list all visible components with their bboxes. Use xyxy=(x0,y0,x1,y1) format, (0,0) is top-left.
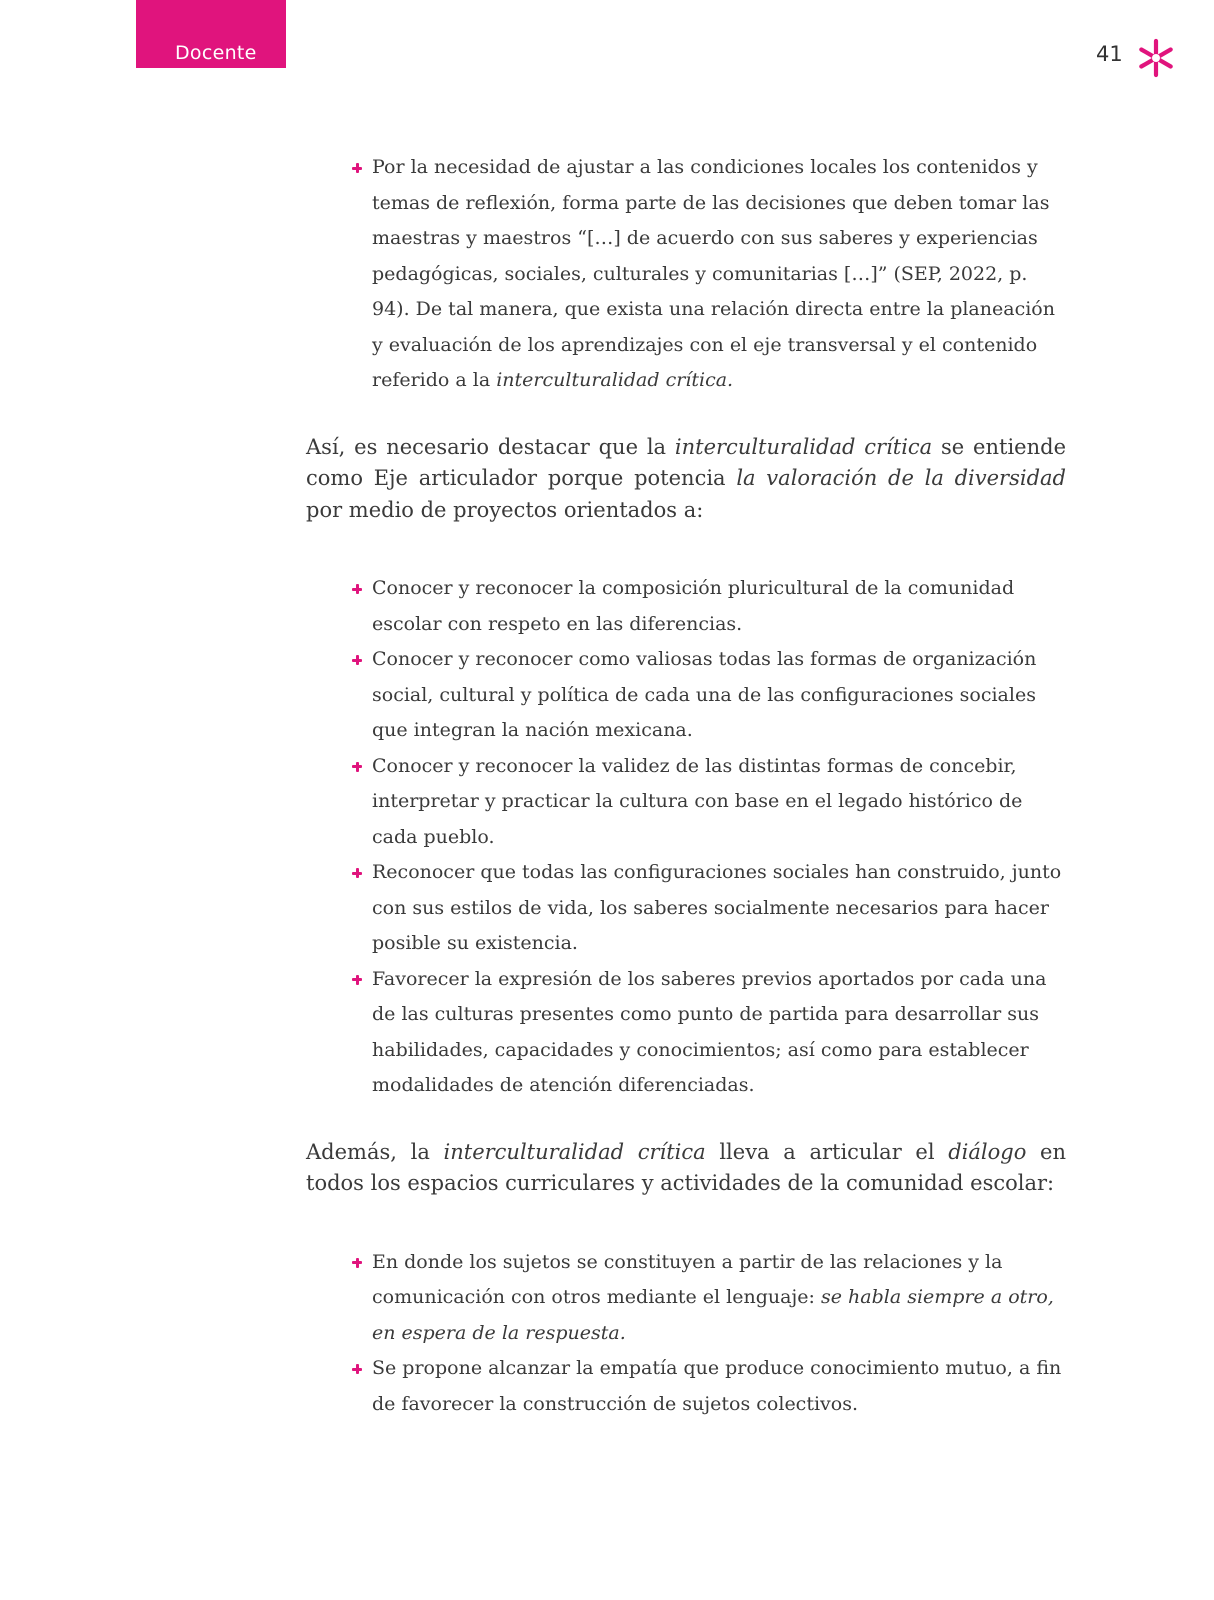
bullet-plus-icon xyxy=(352,762,362,772)
bullet-plus-icon xyxy=(352,1258,362,1268)
asterisk-icon xyxy=(1136,38,1176,78)
bullet-list-1 xyxy=(306,150,1066,399)
section-label: Docente xyxy=(175,42,257,64)
page-number: 41 xyxy=(1096,42,1123,66)
bullet-plus-icon xyxy=(352,975,362,985)
list-item: Conocer y reconocer la composición pluricultural de la comunidad escolar con respeto en las diferencias. xyxy=(372,571,1066,642)
list-item: Favorecer la expresión de los saberes previos aportados por cada una de las culturas presentes como punto de partida para desarrollar sus habilidades, capacidades y conocimientos; así como para establecer modalidades de atención diferenciadas. xyxy=(372,962,1066,1104)
list-item: Por la necesidad de ajustar a las condiciones locales los contenidos y temas de reflexión, forma parte de las decisiones que deben tomar las maestras y maestros “[…] de acuerdo con sus saberes y experiencias pedagógicas, sociales, culturales y comunitarias […]” (SEP, 2022, p. 94). De tal manera, que exista una relación directa entre la planeación y evaluación de los aprendizajes con el eje transversal y el contenido referido a la interculturalidad crítica. xyxy=(372,150,1066,399)
list-item: En donde los sujetos se constituyen a partir de las relaciones y la comunicación con otros mediante el lenguaje: se habla siempre a otro, en espera de la respuesta. xyxy=(372,1245,1066,1352)
bullet-plus-icon xyxy=(352,1364,362,1374)
list-item: Conocer y reconocer como valiosas todas las formas de organización social, cultural y política de cada una de las configuraciones sociales que integran la nación mexicana. xyxy=(372,642,1066,749)
bullet-plus-icon xyxy=(352,163,362,173)
bullet-list-2 xyxy=(306,571,1066,1104)
section-tab xyxy=(136,0,286,68)
bullet-plus-icon xyxy=(352,584,362,594)
list-item: Reconocer que todas las configuraciones sociales han construido, junto con sus estilos de vida, los saberes socialmente necesarios para hacer posible su existencia. xyxy=(372,855,1066,962)
paragraph: Así, es necesario destacar que la interculturalidad crítica se entiende como Eje articulador porque potencia la valoración de la diversidad por medio de proyectos orientados a: xyxy=(306,434,1066,522)
list-item: Se propone alcanzar la empatía que produce conocimiento mutuo, a fin de favorecer la construcción de sujetos colectivos. xyxy=(372,1351,1066,1422)
page-body xyxy=(306,150,1066,1422)
list-item: Conocer y reconocer la validez de las distintas formas de concebir, interpretar y practicar la cultura con base en el legado histórico de cada pueblo. xyxy=(372,749,1066,856)
bullet-plus-icon xyxy=(352,868,362,878)
bullet-plus-icon xyxy=(352,655,362,665)
bullet-list-3 xyxy=(306,1245,1066,1423)
paragraph: Además, la interculturalidad crítica lleva a articular el diálogo en todos los espacios curriculares y actividades de la comunidad escolar: xyxy=(306,1139,1066,1195)
